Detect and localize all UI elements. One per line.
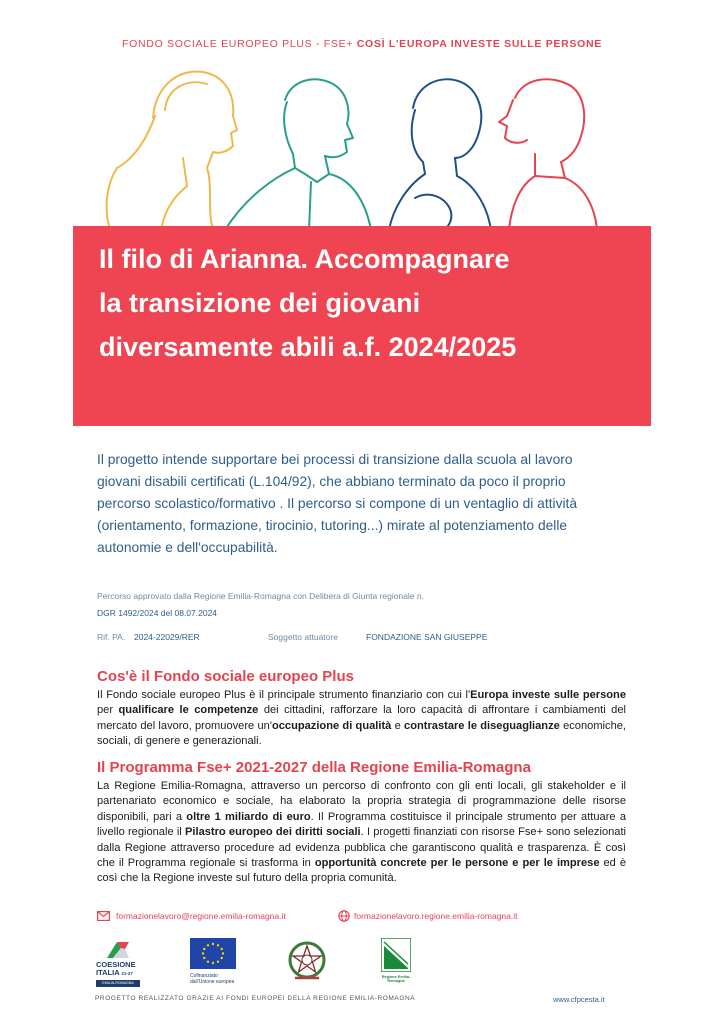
text-span: La Regione Emilia-Romagna, attraverso un percorso di confronto con gli enti locali, gli stakeholder e il partenariato economico e sociale, ha elaborato la propria strategia di programmazione delle risorse disponibili, pari a <box>97 780 626 823</box>
eu-cofinanced-logo <box>190 938 250 988</box>
soggetto-value: FONDAZIONE SAN GIUSEPPE <box>366 632 488 642</box>
text-span: e <box>391 719 405 732</box>
text-span: economiche, sociali, di genere e generazionali. <box>97 719 626 748</box>
rer-mark-icon <box>381 938 411 972</box>
section1-title: Cos'è il Fondo sociale europeo Plus <box>97 668 354 685</box>
person-red <box>499 79 597 230</box>
bold-span: contrastare le diseguaglianze <box>404 719 560 732</box>
bold-span: opportunità concrete per le persone e per le imprese <box>314 857 600 870</box>
eu-text: Cofinanziato <box>190 973 218 979</box>
text-span: . Il Programma costituisce il principale strumento per attuare a livello regionale il <box>97 810 627 839</box>
bold-span: oltre 1 miliardo di euro <box>186 810 311 823</box>
bold-span: occupazione di qualità <box>271 719 392 732</box>
soggetto-label: Soggetto attuatore <box>268 632 338 642</box>
coesione-mark-icon <box>103 938 133 960</box>
italian-republic-emblem-icon <box>287 938 327 984</box>
person-teal <box>225 79 371 230</box>
person-yellow <box>107 71 237 230</box>
section2-body <box>97 779 626 887</box>
header-prefix: FONDO SOCIALE EUROPEO PLUS - FSE+ <box>122 38 357 50</box>
approval-dgr: DGR 1492/2024 del 08.07.2024 <box>97 608 218 618</box>
website-link[interactable]: formazionelavoro.regione.emilia-romagna.it <box>354 911 518 921</box>
bold-span: Pilastro europeo dei diritti sociali <box>185 826 361 839</box>
eu-flag-icon <box>190 938 236 969</box>
email-link[interactable]: formazionelavoro@regione.emilia-romagna.it <box>116 911 286 921</box>
text-span: . I progetti finanziati con risorse Fse+ sono selezionati dalla Regione attraverso procedure ad evidenza pubblica che garantiscono qualità e trasparenza. È così che il Programma regionale si trasforma in <box>97 826 626 870</box>
rif-label: Rif. PA. <box>97 632 126 642</box>
footer-funding-note: PROGETTO REALIZZATO GRAZIE AI FONDI EUROPEI DELLA REGIONE EMILIA-ROMAGNA <box>95 995 416 1002</box>
coesione-region: EMILIA-ROMAGNA <box>96 980 140 987</box>
text-span: ed è così che la Regione investe sul futuro della propria comunità. <box>97 857 626 885</box>
intro-line: giovani disabili certificati (L.104/92), che abbiano terminato da poco il proprio <box>97 474 566 489</box>
email-icon <box>97 911 110 921</box>
bold-span: Europa investe sulle persone <box>470 689 626 701</box>
globe-icon <box>338 910 350 922</box>
bold-span: qualificare le competenze <box>118 704 259 717</box>
approval-text: Percorso approvato dalla Regione Emilia-Romagna con Delibera di Giunta regionale n. <box>97 591 424 601</box>
section2-title: Il Programma Fse+ 2021-2027 della Regione Emilia-Romagna <box>97 759 531 776</box>
person-blue <box>389 79 491 230</box>
coesione-text: ITALIA <box>96 968 120 977</box>
header-tagline <box>0 38 724 50</box>
rif-value: 2024-22029/RER <box>134 632 200 642</box>
intro-line: Il progetto intende supportare bei processi di transizione dalla scuola al lavoro <box>97 452 573 467</box>
people-illustration <box>95 58 635 233</box>
title-line-3: diversamente abili a.f. 2024/2025 <box>99 332 517 362</box>
footer-website-link[interactable]: www.cfpcesta.it <box>553 995 605 1004</box>
intro-line: autonomie e dell'occupabilità. <box>97 540 278 555</box>
regione-emilia-romagna-logo <box>374 938 418 988</box>
page-title <box>99 237 644 369</box>
coesione-italia-logo <box>96 938 140 988</box>
text-span: dei cittadini, rafforzare la loro capacità di affrontare i cambiamenti del mercato del lavoro, promuovere un' <box>97 704 626 732</box>
rer-text: Regione Emilia-Romagna <box>381 975 411 983</box>
title-line-1: Il filo di Arianna. Accompagnare <box>99 244 510 274</box>
intro-line: (orientamento, formazione, tirocinio, tutoring...) mirate al potenziamento delle <box>97 518 568 533</box>
coesione-text: COESIONE <box>96 960 136 969</box>
text-span: Il Fondo sociale europeo Plus è il principale strumento finanziario con cui l' <box>97 689 471 701</box>
coesione-years: 21-27 <box>121 971 133 976</box>
text-span: per <box>97 704 119 717</box>
eu-text: dall'Unione europea <box>190 979 235 985</box>
title-line-2: la transizione dei giovani <box>99 288 421 318</box>
header-slogan: COSÌ L'EUROPA INVESTE SULLE PERSONE <box>356 38 602 50</box>
section1-body <box>97 688 626 750</box>
intro-line: percorso scolastico/formativo . Il percorso si compone di un ventaglio di attività <box>97 496 578 511</box>
intro-paragraph <box>97 449 637 559</box>
